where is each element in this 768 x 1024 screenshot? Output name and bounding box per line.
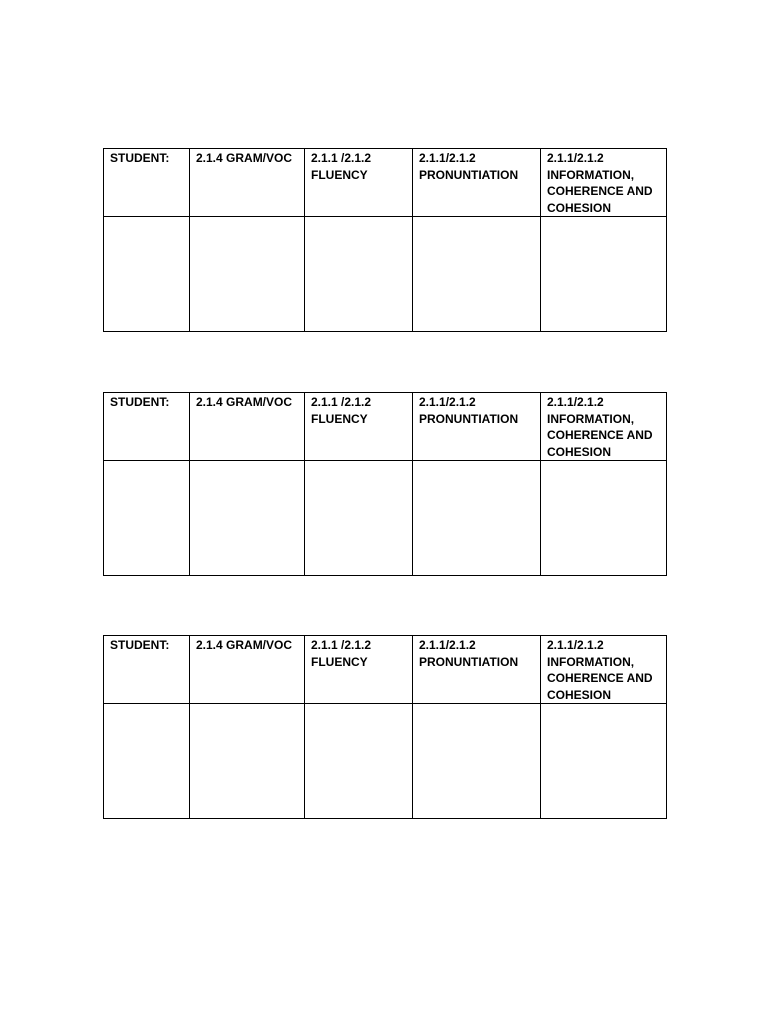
header-line: 2.1.1/2.1.2 bbox=[419, 151, 476, 165]
rubric-table-2 bbox=[103, 392, 667, 576]
header-line: 2.1.1 /2.1.2 bbox=[311, 638, 372, 652]
gram-voc-cell bbox=[190, 704, 305, 819]
header-line: PRONUNTIATION bbox=[419, 167, 519, 182]
fluency-cell bbox=[305, 217, 413, 332]
header-line: 2.1.1/2.1.2 bbox=[419, 395, 476, 409]
header-line: COHESION bbox=[547, 200, 612, 215]
header-line: 2.1.1 /2.1.2 bbox=[311, 395, 372, 409]
header-line: STUDENT: bbox=[110, 151, 170, 165]
table-header-row bbox=[104, 636, 667, 704]
information-coherence-header bbox=[541, 393, 667, 461]
information-coherence-cell bbox=[541, 217, 667, 332]
header-line: INFORMATION, bbox=[547, 167, 635, 182]
header-line: FLUENCY bbox=[311, 654, 368, 669]
table-header-row bbox=[104, 149, 667, 217]
information-coherence-cell bbox=[541, 461, 667, 576]
header-line: COHERENCE AND bbox=[547, 428, 653, 442]
header-line: FLUENCY bbox=[311, 167, 368, 182]
information-coherence-cell bbox=[541, 704, 667, 819]
header-line: 2.1.1/2.1.2 bbox=[547, 638, 604, 652]
information-coherence-header bbox=[541, 149, 667, 217]
student-header bbox=[104, 393, 190, 461]
table-row bbox=[104, 461, 667, 576]
student-cell bbox=[104, 704, 190, 819]
table-row bbox=[104, 217, 667, 332]
pronunciation-cell bbox=[413, 704, 541, 819]
header-line: FLUENCY bbox=[311, 411, 368, 426]
pronunciation-header bbox=[413, 393, 541, 461]
pronunciation-header bbox=[413, 149, 541, 217]
fluency-cell bbox=[305, 461, 413, 576]
header-line: 2.1.4 GRAM/VOC bbox=[196, 151, 293, 165]
student-cell bbox=[104, 461, 190, 576]
header-line: INFORMATION, bbox=[547, 654, 635, 669]
information-coherence-header bbox=[541, 636, 667, 704]
gram-voc-cell bbox=[190, 217, 305, 332]
student-header bbox=[104, 149, 190, 217]
header-line: COHERENCE AND bbox=[547, 671, 653, 685]
header-line: 2.1.1/2.1.2 bbox=[547, 151, 604, 165]
pronunciation-cell bbox=[413, 217, 541, 332]
header-line: PRONUNTIATION bbox=[419, 654, 519, 669]
header-line: COHERENCE AND bbox=[547, 184, 653, 198]
rubric-table-3 bbox=[103, 635, 667, 819]
header-line: INFORMATION, bbox=[547, 411, 635, 426]
table-header-row bbox=[104, 393, 667, 461]
header-line: 2.1.1/2.1.2 bbox=[419, 638, 476, 652]
table-row bbox=[104, 704, 667, 819]
header-line: 2.1.1/2.1.2 bbox=[547, 395, 604, 409]
gram-voc-header bbox=[190, 636, 305, 704]
header-line: STUDENT: bbox=[110, 395, 170, 409]
fluency-cell bbox=[305, 704, 413, 819]
student-cell bbox=[104, 217, 190, 332]
header-line: 2.1.1 /2.1.2 bbox=[311, 151, 372, 165]
pronunciation-header bbox=[413, 636, 541, 704]
gram-voc-cell bbox=[190, 461, 305, 576]
header-line: COHESION bbox=[547, 444, 612, 459]
pronunciation-cell bbox=[413, 461, 541, 576]
gram-voc-header bbox=[190, 149, 305, 217]
gram-voc-header bbox=[190, 393, 305, 461]
fluency-header bbox=[305, 149, 413, 217]
student-header bbox=[104, 636, 190, 704]
header-line: STUDENT: bbox=[110, 638, 170, 652]
rubric-table-1 bbox=[103, 148, 667, 332]
header-line: PRONUNTIATION bbox=[419, 411, 519, 426]
header-line: COHESION bbox=[547, 687, 612, 702]
fluency-header bbox=[305, 636, 413, 704]
fluency-header bbox=[305, 393, 413, 461]
header-line: 2.1.4 GRAM/VOC bbox=[196, 395, 293, 409]
header-line: 2.1.4 GRAM/VOC bbox=[196, 638, 293, 652]
